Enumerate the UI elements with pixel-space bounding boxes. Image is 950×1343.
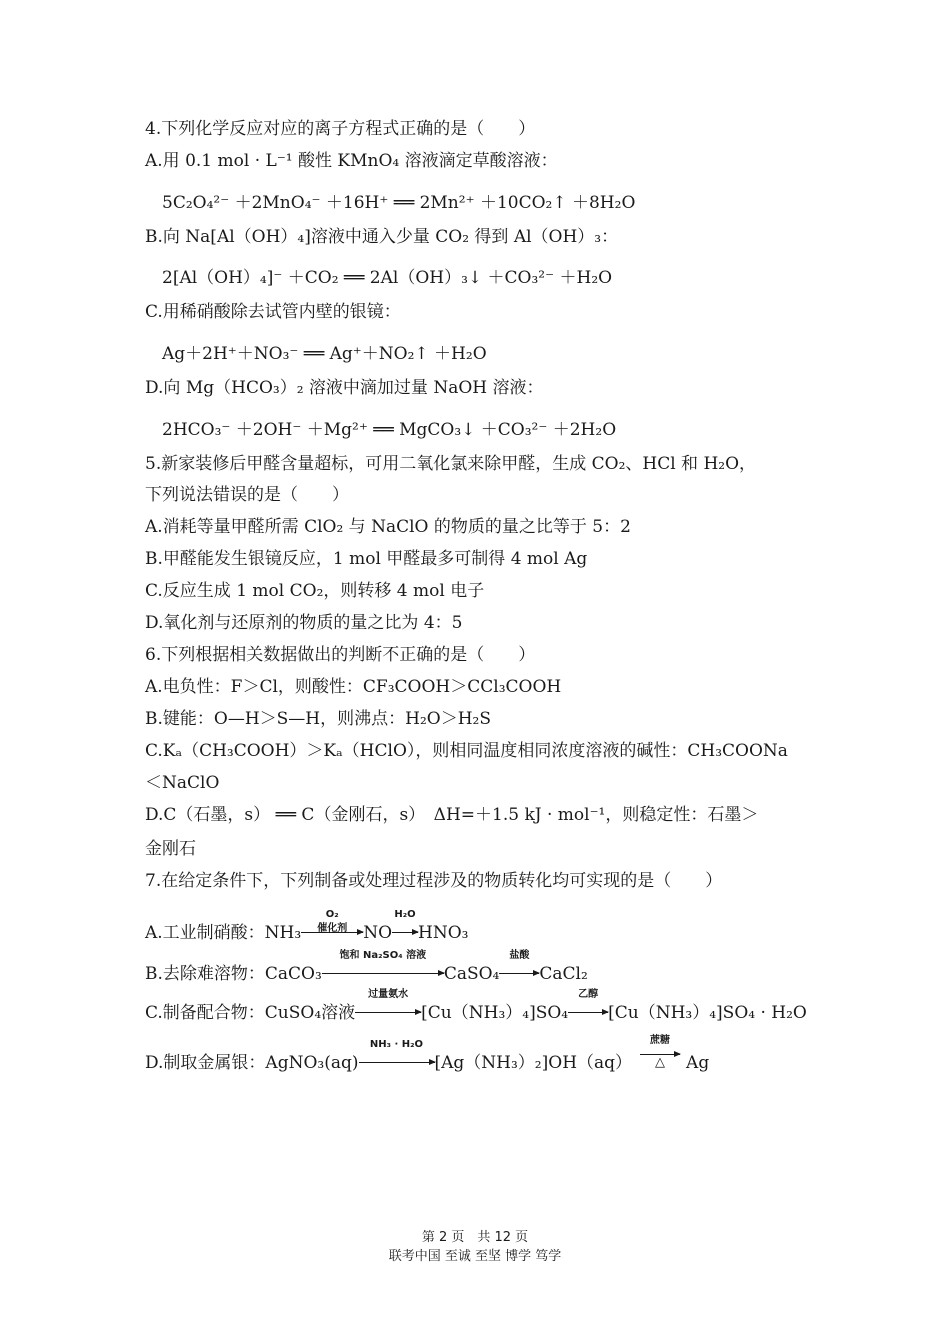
q4-option-b: B.向 Na[Al（OH）₄]溶液中通入少量 CO₂ 得到 Al（OH）₃： [145, 227, 619, 247]
q6-option-d-line1: D.C（石墨，s） ══ C（金刚石，s） ΔH=＋1.5 kJ · mol⁻¹，则稳定性：石墨＞ [145, 805, 759, 825]
q7-b-arrow2 [499, 950, 539, 985]
q7-d-mid: [Ag（NH₃）₂]OH（aq） [434, 1053, 633, 1073]
q7-b-arrow2-top: 盐酸 [509, 950, 530, 961]
q7-c-arrow1-top: 过量氨水 [368, 989, 409, 1000]
q6-option-a: A.电负性：F＞Cl，则酸性：CF₃COOH＞CCl₃COOH [145, 677, 562, 697]
q4-option-d-equation: 2HCO₃⁻ ＋2OH⁻ ＋Mg²⁺ ══ MgCO₃↓ ＋CO₃²⁻ ＋2H₂O [162, 420, 617, 440]
q7-b-end: CaCl₂ [539, 964, 588, 984]
q4-option-c: C.用稀硝酸除去试管内壁的银镜： [145, 302, 401, 322]
q6-option-c-line1: C.Kₐ（CH₃COOH）＞Kₐ（HClO），则相同温度相同浓度溶液的碱性：CH₃COONa [145, 741, 788, 761]
q7-option-d [145, 1035, 710, 1074]
q5-stem-line1: 5.新家装修后甲醛含量超标，可用二氧化氯来除甲醛，生成 CO₂、HCl 和 H₂O， [145, 454, 757, 474]
q6-option-c-line2: ＜NaClO [145, 773, 220, 793]
q7-a-arrow1 [301, 909, 363, 944]
q5-option-d: D.氧化剂与还原剂的物质的量之比为 4：5 [145, 613, 463, 633]
q7-d-label: D.制取金属银：AgNO₃(aq) [145, 1053, 359, 1073]
q6-option-b: B.键能：O—H＞S—H，则沸点：H₂O＞H₂S [145, 709, 491, 729]
q5-option-a: A.消耗等量甲醛所需 ClO₂ 与 NaClO 的物质的量之比等于 5：2 [145, 517, 631, 537]
q7-c-arrow2 [568, 989, 608, 1024]
q7-option-c [145, 989, 807, 1024]
q7-a-arrow1-bottom: 催化剂 [317, 923, 348, 934]
q7-b-mid: CaSO₄ [443, 964, 500, 984]
q7-a-label: A.工业制硝酸：NH₃ [145, 923, 302, 943]
q6-stem: 6.下列根据相关数据做出的判断不正确的是（ ） [145, 645, 536, 665]
right-arrow-icon [322, 973, 444, 974]
right-arrow-icon [568, 1012, 608, 1013]
q7-option-b [145, 950, 588, 985]
q7-a-arrow2-top: H₂O [394, 909, 416, 920]
q4-option-c-equation: Ag＋2H⁺＋NO₃⁻ ══ Ag⁺＋NO₂↑ ＋H₂O [162, 344, 487, 364]
q5-stem-line2: 下列说法错误的是（ ） [145, 485, 349, 505]
q4-option-a-equation: 5C₂O₄²⁻ ＋2MnO₄⁻ ＋16H⁺ ══ 2Mn²⁺ ＋10CO₂↑ ＋8H₂O [162, 193, 636, 213]
q7-c-end: [Cu（NH₃）₄]SO₄ · H₂O [608, 1003, 807, 1023]
q7-a-end: HNO₃ [418, 923, 469, 943]
q7-c-label: C.制备配合物：CuSO₄溶液 [145, 1003, 356, 1023]
q7-d-arrow1-top: NH₃ · H₂O [369, 1039, 424, 1050]
q7-d-arrow2 [640, 1035, 680, 1074]
q7-d-end: Ag [686, 1053, 710, 1073]
q7-a-mid: NO [363, 923, 393, 943]
q4-option-d: D.向 Mg（HCO₃）₂ 溶液中滴加过量 NaOH 溶液： [145, 378, 544, 398]
q7-a-arrow1-top: O₂ [325, 909, 339, 920]
q7-d-arrow2-top: 蔗糖 [650, 1035, 671, 1046]
q7-c-mid: [Cu（NH₃）₄]SO₄ [421, 1003, 569, 1023]
q7-a-arrow2 [392, 909, 418, 944]
q7-b-label: B.去除难溶物：CaCO₃ [145, 964, 322, 984]
q4-stem: 4.下列化学反应对应的离子方程式正确的是（ ） [145, 119, 536, 139]
q7-option-a [145, 909, 469, 944]
q7-c-arrow2-top: 乙醇 [578, 989, 599, 1000]
q7-stem: 7.在给定条件下，下列制备或处理过程涉及的物质转化均可实现的是（ ） [145, 871, 723, 891]
q4-option-b-equation: 2[Al（OH）₄]⁻ ＋CO₂ ══ 2Al（OH）₃↓ ＋CO₃²⁻ ＋H₂O [162, 268, 613, 288]
right-arrow-icon [499, 973, 539, 974]
page-number: 第 2 页 共 12 页 [421, 1230, 529, 1245]
q7-b-arrow1-top: 饱和 Na₂SO₄ 溶液 [339, 950, 427, 961]
q5-option-b: B.甲醛能发生银镜反应，1 mol 甲醛最多可制得 4 mol Ag [145, 549, 588, 569]
heat-triangle-icon: △ [655, 1055, 666, 1070]
right-arrow-icon [359, 1062, 435, 1063]
q7-c-arrow1 [355, 989, 421, 1024]
q4-option-a: A.用 0.1 mol · L⁻¹ 酸性 KMnO₄ 溶液滴定草酸溶液： [145, 151, 558, 171]
right-arrow-icon [392, 932, 418, 933]
footer-motto: 联考中国 至诚 至坚 博学 笃学 [388, 1249, 562, 1264]
q5-option-c: C.反应生成 1 mol CO₂，则转移 4 mol 电子 [145, 581, 485, 601]
q6-option-d-line2: 金刚石 [145, 839, 196, 859]
q7-d-arrow1 [359, 1039, 435, 1074]
right-arrow-icon [355, 1012, 421, 1013]
q7-b-arrow1 [322, 950, 444, 985]
